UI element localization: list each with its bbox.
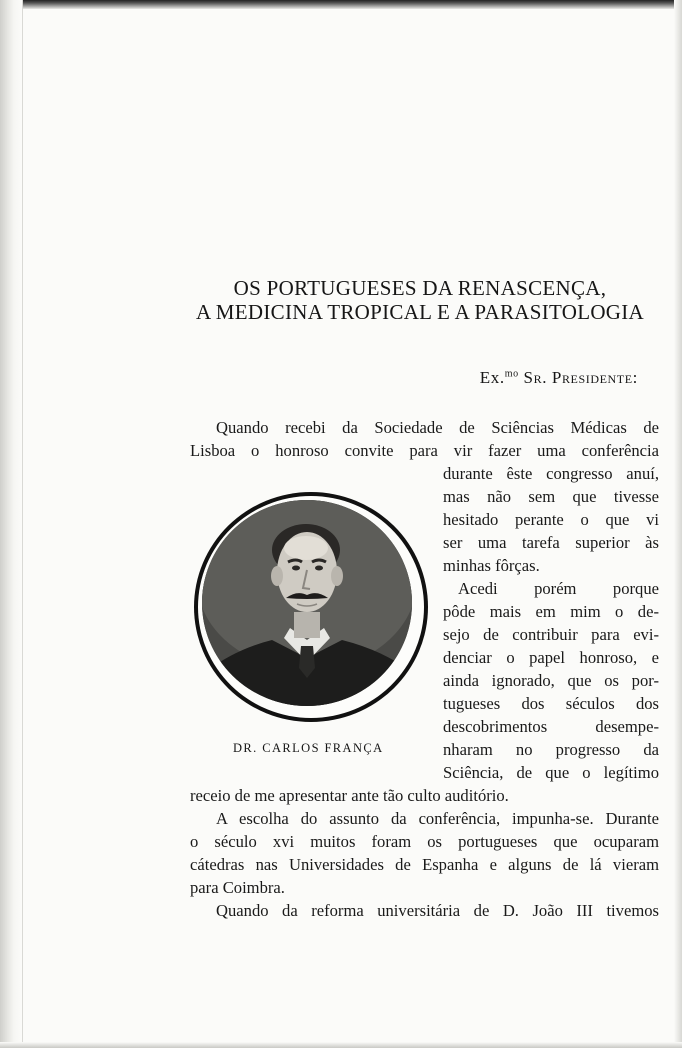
p1-line-1: Quando recebi da Sociedade de Sciências Médicas de (216, 418, 659, 437)
portrait-caption: DR. CARLOS FRANÇA (233, 741, 384, 755)
p2-narrow-line-2: pôde mais em mim o de- (443, 602, 659, 621)
title-line-2: A MEDICINA TROPICAL E A PARASITOLOGIA (195, 300, 645, 324)
p2-narrow-line-3: sejo de contribuir para evi- (443, 625, 659, 644)
p1-line-2: Lisboa o honroso convite para vir fazer uma conferência (190, 441, 659, 460)
salutation-text: Sr. Presidente: (523, 368, 638, 387)
portrait-photo (202, 500, 412, 706)
p3-line-2: o século xvi muitos foram os portugueses que ocuparam (190, 832, 659, 851)
p2-narrow-line-1: Acedi porém porque (458, 579, 659, 598)
salutation (480, 368, 638, 388)
p2-narrow-line-5: ainda ignorado, que os por- (443, 671, 659, 690)
scan-binding-edge (0, 0, 23, 1048)
salutation-prefix: Ex. (479, 368, 505, 387)
portrait-frame (194, 492, 428, 722)
p4-line-1: Quando da reforma universitária de D. João III tivemos (216, 901, 659, 920)
p3-line-3: cátedras nas Universidades de Espanha e alguns de lá vieram (190, 855, 659, 874)
scan-top-edge (0, 0, 682, 9)
portrait-illustration (202, 500, 412, 706)
p2-narrow-line-8: nharam no progresso da (443, 740, 659, 759)
scan-bottom-edge (0, 1042, 682, 1048)
p3-line-4: para Coimbra. (190, 878, 285, 897)
p2-narrow-line-6: tugueses dos séculos dos (443, 694, 659, 713)
p1-narrow-line-3: hesitado perante o que vi (443, 510, 659, 529)
p2-narrow-line-4: denciar o papel honroso, e (443, 648, 659, 667)
title-line-1: OS PORTUGUESES DA RENASCENÇA, (233, 276, 607, 300)
p2-line-10: receio de me apresentar ante tão culto auditório. (190, 786, 509, 805)
p1-narrow-line-1: durante êste congresso anuí, (443, 464, 659, 483)
p2-narrow-line-9: Sciência, de que o legítimo (443, 763, 659, 782)
p2-narrow-line-7: descobrimentos desempe- (443, 717, 659, 736)
p3-line-1: A escolha do assunto da conferência, impunha-se. Durante (216, 809, 659, 828)
scan-right-edge (674, 0, 682, 1048)
p1-narrow-line-4: ser uma tarefa superior às (443, 533, 659, 552)
p1-narrow-line-2: mas não sem que tivesse (443, 487, 659, 506)
salutation-superscript: mo (504, 368, 519, 380)
p1-narrow-line-5: minhas fôrças. (443, 556, 540, 575)
